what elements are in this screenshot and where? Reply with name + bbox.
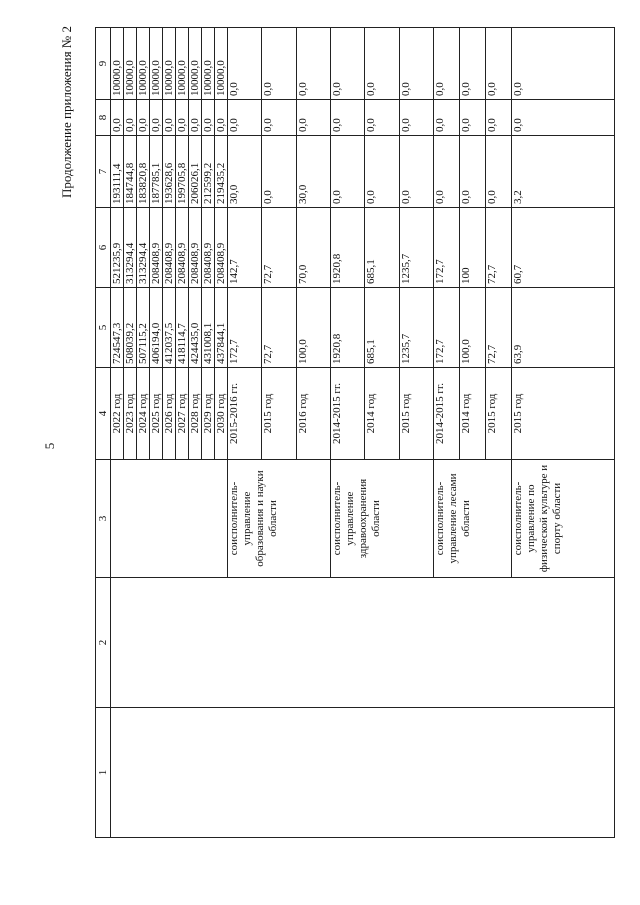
year-cell: 2014 год: [460, 368, 486, 460]
value-cell-c9: 10000,0: [137, 28, 150, 100]
year-cell: 2015 год: [399, 368, 433, 460]
value-cell-c6: 100: [460, 208, 486, 288]
year-cell: 2016 год: [296, 368, 330, 460]
value-cell-c8: 0,0: [365, 100, 399, 136]
value-cell-c7: 3,2: [511, 136, 614, 208]
value-cell-c9: 0,0: [485, 28, 511, 100]
value-cell-c5: 172,7: [228, 288, 262, 368]
value-cell-c8: 0,0: [228, 100, 262, 136]
column-header: 9: [96, 28, 111, 100]
year-cell: 2015-2016 гг.: [228, 368, 262, 460]
value-cell-c6: 172,7: [434, 208, 460, 288]
value-cell-c5: 100,0: [296, 288, 330, 368]
value-cell-c6: 72,7: [485, 208, 511, 288]
value-cell-c8: 0,0: [163, 100, 176, 136]
value-cell-c8: 0,0: [296, 100, 330, 136]
value-cell-c9: 0,0: [331, 28, 365, 100]
value-cell-c7: 187785,1: [150, 136, 163, 208]
executor-cell: соисполнитель- управление лесами области: [434, 460, 512, 578]
year-cell: 2030 год: [215, 368, 228, 460]
value-cell-c8: 0,0: [511, 100, 614, 136]
value-cell-c9: 10000,0: [176, 28, 189, 100]
value-cell-c5: 172,7: [434, 288, 460, 368]
value-cell-c5: 437844,1: [215, 288, 228, 368]
year-cell: 2015 год: [511, 368, 614, 460]
value-cell-c6: 1920,8: [331, 208, 365, 288]
year-cell: 2014-2015 гг.: [434, 368, 460, 460]
value-cell-c8: 0,0: [331, 100, 365, 136]
value-cell-c7: 206026,1: [189, 136, 202, 208]
value-cell-c7: 0,0: [399, 136, 433, 208]
value-cell-c8: 0,0: [176, 100, 189, 136]
value-cell-c6: 70,0: [296, 208, 330, 288]
value-cell-c9: 0,0: [365, 28, 399, 100]
value-cell-c9: 10000,0: [150, 28, 163, 100]
value-cell-c6: 685,1: [365, 208, 399, 288]
value-cell-c6: 313294,4: [137, 208, 150, 288]
column-header: 5: [96, 288, 111, 368]
value-cell-c5: 412037,5: [163, 288, 176, 368]
value-cell-c6: 313294,4: [124, 208, 137, 288]
value-cell-c5: 63,9: [511, 288, 614, 368]
value-cell-c6: 208408,9: [215, 208, 228, 288]
value-cell-c5: 72,7: [262, 288, 296, 368]
value-cell-c6: 72,7: [262, 208, 296, 288]
value-cell-c9: 10000,0: [111, 28, 124, 100]
value-cell-c5: 72,7: [485, 288, 511, 368]
column-header: 4: [96, 368, 111, 460]
value-cell-c9: 10000,0: [202, 28, 215, 100]
column-header: 1: [96, 708, 111, 838]
executor-cell: соисполнитель- управление здравоохранения области: [331, 460, 434, 578]
value-cell-c6: 142,7: [228, 208, 262, 288]
value-cell-c9: 10000,0: [163, 28, 176, 100]
value-cell-c9: 0,0: [228, 28, 262, 100]
value-cell-c8: 0,0: [124, 100, 137, 136]
value-cell-c7: 0,0: [262, 136, 296, 208]
col2-cell: [111, 578, 615, 708]
year-cell: 2029 год: [202, 368, 215, 460]
value-cell-c9: 0,0: [511, 28, 614, 100]
executor-cell: соисполнитель- управление по физической культуре и спорту области: [511, 460, 614, 578]
year-cell: 2025 год: [150, 368, 163, 460]
year-cell: 2014 год: [365, 368, 399, 460]
value-cell-c7: 30,0: [296, 136, 330, 208]
year-cell: 2014-2015 гг.: [331, 368, 365, 460]
col1-cell: [111, 708, 615, 838]
header-row: [96, 28, 111, 838]
value-cell-c8: 0,0: [262, 100, 296, 136]
value-cell-c5: 418114,7: [176, 288, 189, 368]
value-cell-c5: 507115,2: [137, 288, 150, 368]
page-number: 5: [42, 442, 57, 450]
year-cell: 2027 год: [176, 368, 189, 460]
value-cell-c9: 0,0: [296, 28, 330, 100]
value-cell-c7: 193628,6: [163, 136, 176, 208]
value-cell-c7: 0,0: [485, 136, 511, 208]
table-row: [111, 28, 124, 838]
column-header: 8: [96, 100, 111, 136]
value-cell-c9: 0,0: [262, 28, 296, 100]
value-cell-c9: 0,0: [460, 28, 486, 100]
value-cell-c5: 508039,2: [124, 288, 137, 368]
year-cell: 2026 год: [163, 368, 176, 460]
value-cell-c7: 30,0: [228, 136, 262, 208]
value-cell-c6: 208408,9: [189, 208, 202, 288]
value-cell-c5: 100,0: [460, 288, 486, 368]
value-cell-c5: 1920,8: [331, 288, 365, 368]
column-header: 2: [96, 578, 111, 708]
value-cell-c8: 0,0: [189, 100, 202, 136]
value-cell-c5: 431008,1: [202, 288, 215, 368]
value-cell-c7: 212599,2: [202, 136, 215, 208]
table-body: [111, 28, 615, 838]
budget-table-container: [95, 28, 615, 838]
value-cell-c8: 0,0: [460, 100, 486, 136]
value-cell-c8: 0,0: [137, 100, 150, 136]
value-cell-c8: 0,0: [485, 100, 511, 136]
value-cell-c7: 219435,2: [215, 136, 228, 208]
value-cell-c7: 199705,8: [176, 136, 189, 208]
column-header: 6: [96, 208, 111, 288]
appendix-caption: Продолжение приложения № 2: [59, 26, 74, 198]
year-cell: 2015 год: [485, 368, 511, 460]
value-cell-c9: 0,0: [399, 28, 433, 100]
value-cell-c9: 10000,0: [124, 28, 137, 100]
year-cell: 2024 год: [137, 368, 150, 460]
value-cell-c9: 10000,0: [215, 28, 228, 100]
value-cell-c8: 0,0: [399, 100, 433, 136]
value-cell-c7: 0,0: [460, 136, 486, 208]
col3-empty-cell: [111, 460, 228, 578]
value-cell-c6: 208408,9: [163, 208, 176, 288]
year-cell: 2015 год: [262, 368, 296, 460]
value-cell-c8: 0,0: [202, 100, 215, 136]
year-cell: 2028 год: [189, 368, 202, 460]
value-cell-c6: 208408,9: [202, 208, 215, 288]
value-cell-c7: 0,0: [365, 136, 399, 208]
column-header: 3: [96, 460, 111, 578]
value-cell-c8: 0,0: [215, 100, 228, 136]
value-cell-c9: 10000,0: [189, 28, 202, 100]
value-cell-c8: 0,0: [434, 100, 460, 136]
value-cell-c5: 724547,3: [111, 288, 124, 368]
value-cell-c7: 0,0: [331, 136, 365, 208]
value-cell-c5: 1235,7: [399, 288, 433, 368]
value-cell-c7: 183820,8: [137, 136, 150, 208]
value-cell-c8: 0,0: [150, 100, 163, 136]
value-cell-c7: 0,0: [434, 136, 460, 208]
value-cell-c6: 1235,7: [399, 208, 433, 288]
value-cell-c5: 685,1: [365, 288, 399, 368]
value-cell-c6: 60,7: [511, 208, 614, 288]
value-cell-c6: 521235,9: [111, 208, 124, 288]
executor-cell: соисполнитель- управление образования и науки области: [228, 460, 331, 578]
year-cell: 2023 год: [124, 368, 137, 460]
value-cell-c9: 0,0: [434, 28, 460, 100]
value-cell-c5: 406194,0: [150, 288, 163, 368]
column-header: 7: [96, 136, 111, 208]
value-cell-c7: 193111,4: [111, 136, 124, 208]
value-cell-c6: 208408,9: [150, 208, 163, 288]
value-cell-c7: 184744,8: [124, 136, 137, 208]
value-cell-c8: 0,0: [111, 100, 124, 136]
year-cell: 2022 год: [111, 368, 124, 460]
budget-table: [95, 27, 615, 838]
value-cell-c5: 424435,0: [189, 288, 202, 368]
value-cell-c6: 208408,9: [176, 208, 189, 288]
